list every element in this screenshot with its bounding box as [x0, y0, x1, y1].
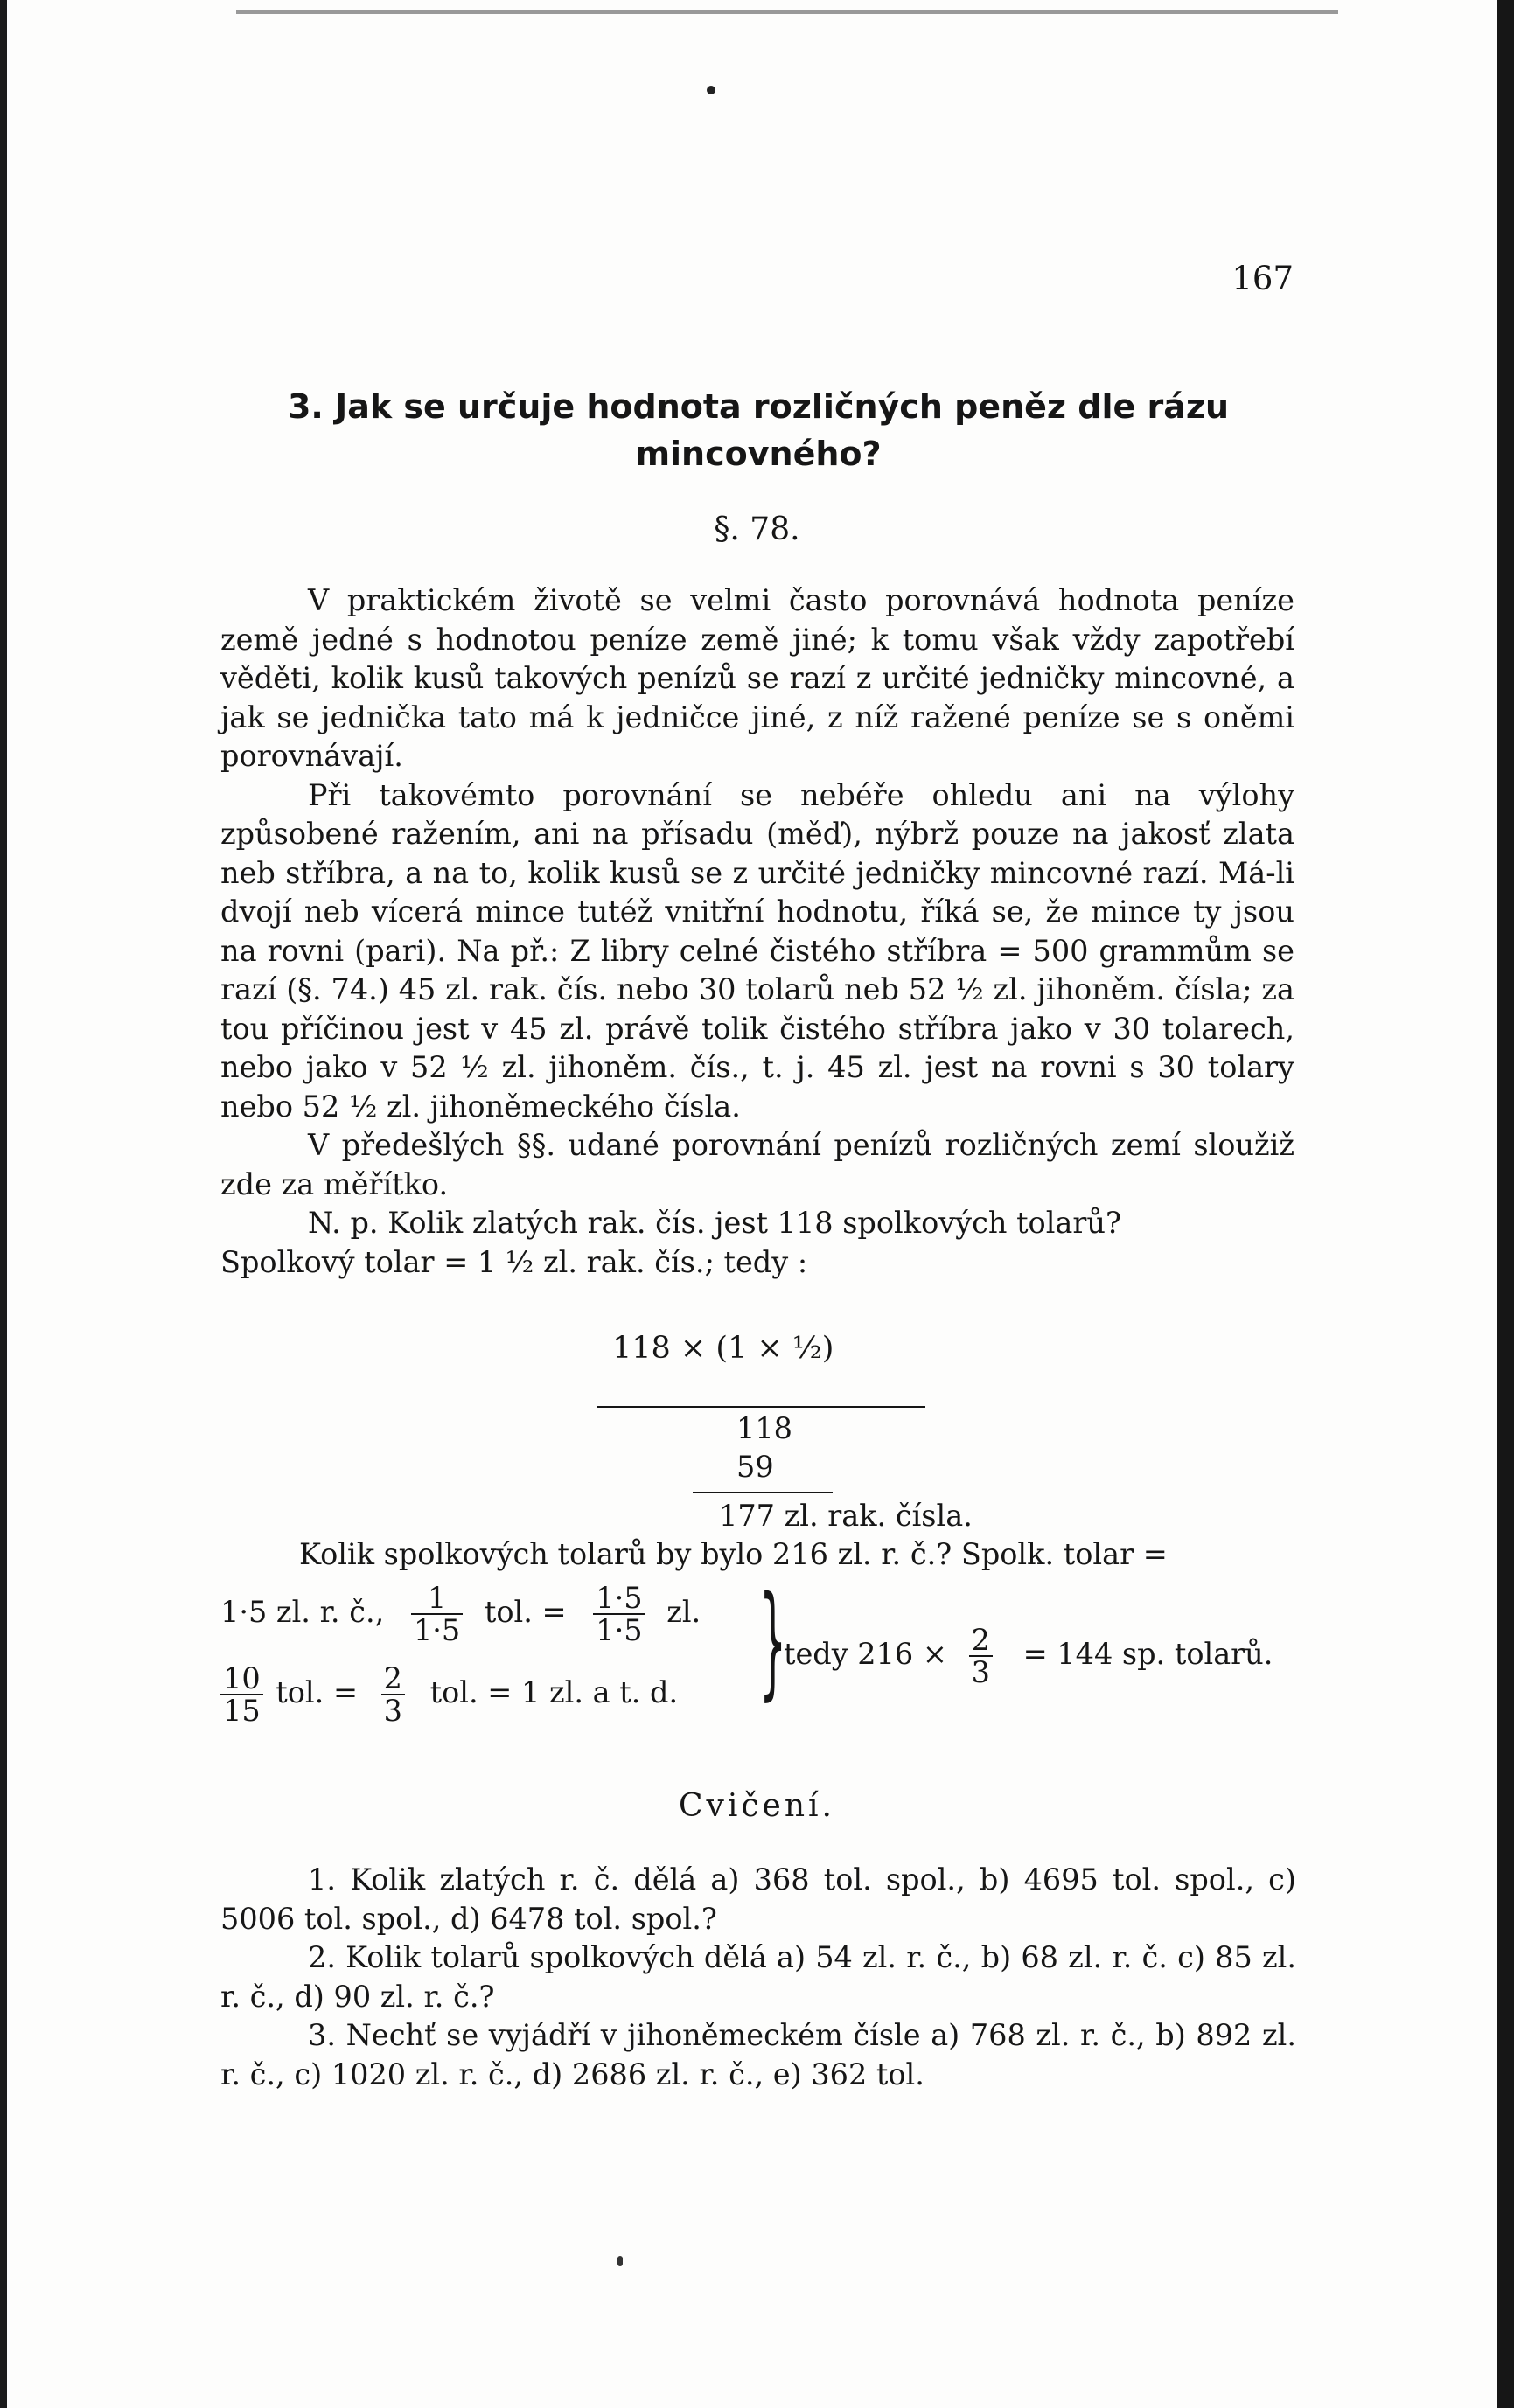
- eq2-f2-denominator: 3: [383, 1694, 402, 1729]
- page-number: 167: [1231, 260, 1294, 297]
- eq2-f2-numerator: 2: [381, 1663, 405, 1695]
- exercise-2: 2. Kolik tolarů spolkových dělá a) 54 zl. r. č., b) 68 zl. r. č. c) 85 zl. r. č., d) 90 zl. r. č.?: [220, 1940, 1296, 2014]
- calc-line-2: 118: [736, 1411, 792, 1445]
- example-1-given: Spolkový tolar = 1 ½ zl. rak. čís.; tedy :: [220, 1244, 808, 1279]
- eq1-f1-denominator: 1·5: [413, 1613, 461, 1648]
- calc-line-1: 118 × (1 × ½): [612, 1331, 834, 1366]
- section-number: §. 78.: [714, 512, 800, 547]
- exercises-list: [220, 1861, 1296, 2094]
- paragraph-1: V praktickém životě se velmi často porovnává hodnota peníze země jedné s hodnotou peníze země jiné; k tomu však vždy zapotřebí věděti, kolik kusů takových penízů se razí z určité jedničky mincovné, a jak se jednička tato má k jedničce jiné, z níž ražené peníze se s oněmi porovnávají.: [220, 583, 1294, 773]
- eq1-f2-numerator: 1·5: [593, 1583, 645, 1615]
- equation-1: [220, 1583, 701, 1646]
- calc-result: 177 zl. rak. čísla.: [719, 1499, 973, 1533]
- exercises-heading: Cvičení.: [678, 1788, 835, 1824]
- eq3-numerator: 2: [969, 1625, 993, 1657]
- example-2-question: Kolik spolkových tolarů by bylo 216 zl. r. č.? Spolk. tolar =: [299, 1537, 1168, 1571]
- eq2-f1-numerator: 10: [220, 1663, 263, 1695]
- paragraph-3: V předešlých §§. udané porovnání penízů rozličných zemí sloužiž zde za měřítko.: [220, 1128, 1294, 1201]
- scan-edge-left: [0, 0, 7, 2408]
- eq3-prefix: tedy 216 ×: [784, 1637, 947, 1672]
- eq3-fraction: [969, 1625, 993, 1688]
- eq3-suffix: = 144 sp. tolarů.: [1022, 1637, 1273, 1672]
- eq1-mid: tol. =: [484, 1595, 567, 1630]
- eq3-denominator: 3: [971, 1655, 990, 1690]
- calc-rule-1: [597, 1406, 925, 1408]
- exercise-1: 1. Kolik zlatých r. č. dělá a) 368 tol. spol., b) 4695 tol. spol., c) 5006 tol. spol., d) 6478 tol. spol.?: [220, 1862, 1296, 1936]
- eq1-fraction-1: [411, 1583, 463, 1646]
- exercise-3: 3. Nechť se vyjádří v jihoněmeckém čísle a) 768 zl. r. č., b) 892 zl. r. č., c) 1020 zl. r. č., d) 2686 zl. r. č., e) 362 tol.: [220, 2018, 1296, 2091]
- calc-line-3: 59: [736, 1450, 774, 1484]
- right-brace-glyph: }: [759, 1570, 787, 1713]
- eq1-f2-denominator: 1·5: [596, 1613, 643, 1648]
- example-1-question: N. p. Kolik zlatých rak. čís. jest 118 spolkových tolarů?: [308, 1206, 1121, 1240]
- eq2-mid: tol. =: [276, 1675, 359, 1710]
- eq2-f1-denominator: 15: [223, 1694, 261, 1729]
- paragraph-2: Při takovémto porovnání se nebéře ohledu ani na výlohy způsobené ražením, ani na přísadu (měď), nýbrž pouze na jakosť zlata neb stříbra, a na to, kolik kusů se z určité jedničky mincovné razí. Má-li dvojí neb vícerá mince tutéž vnitřní hodnotu, říká se, že mince ty jsou na rovni (pari). Na př.: Z libry celné čistého stříbra = 500 grammům se razí (§. 74.) 45 zl. rak. čís. nebo 30 tolarů neb 52 ½ zl. jihoněm. čísla; za tou příčinou jest v 45 zl. právě tolik čistého stříbra jako v 30 tolarech, nebo jako v 52 ½ zl. jihoněm. čís., t. j. 45 zl. jest na rovni s 30 tolary nebo 52 ½ zl. jihoněmeckého čísla.: [220, 777, 1294, 1124]
- scan-edge-right: [1497, 0, 1514, 2408]
- eq2-fraction-2: [381, 1661, 405, 1729]
- eq1-prefix: 1·5 zl. r. č.,: [220, 1595, 385, 1630]
- eq1-suffix: zl.: [666, 1595, 701, 1630]
- equation-2: [220, 1661, 679, 1729]
- equation-3: [784, 1625, 1273, 1688]
- scan-dot-bottom: [617, 2256, 623, 2266]
- eq2-suffix: tol. = 1 zl. a t. d.: [429, 1675, 679, 1710]
- scan-dot: [707, 86, 715, 94]
- main-text: [220, 581, 1294, 1282]
- chapter-heading: 3. Jak se určuje hodnota rozličných peněz dle rázu mincovného?: [287, 387, 1230, 473]
- eq1-fraction-2: [593, 1583, 645, 1646]
- eq2-fraction-1: [220, 1661, 263, 1729]
- eq1-f1-numerator: 1: [411, 1583, 463, 1615]
- calc-rule-2: [693, 1492, 833, 1493]
- scan-top-mark: [236, 10, 1338, 14]
